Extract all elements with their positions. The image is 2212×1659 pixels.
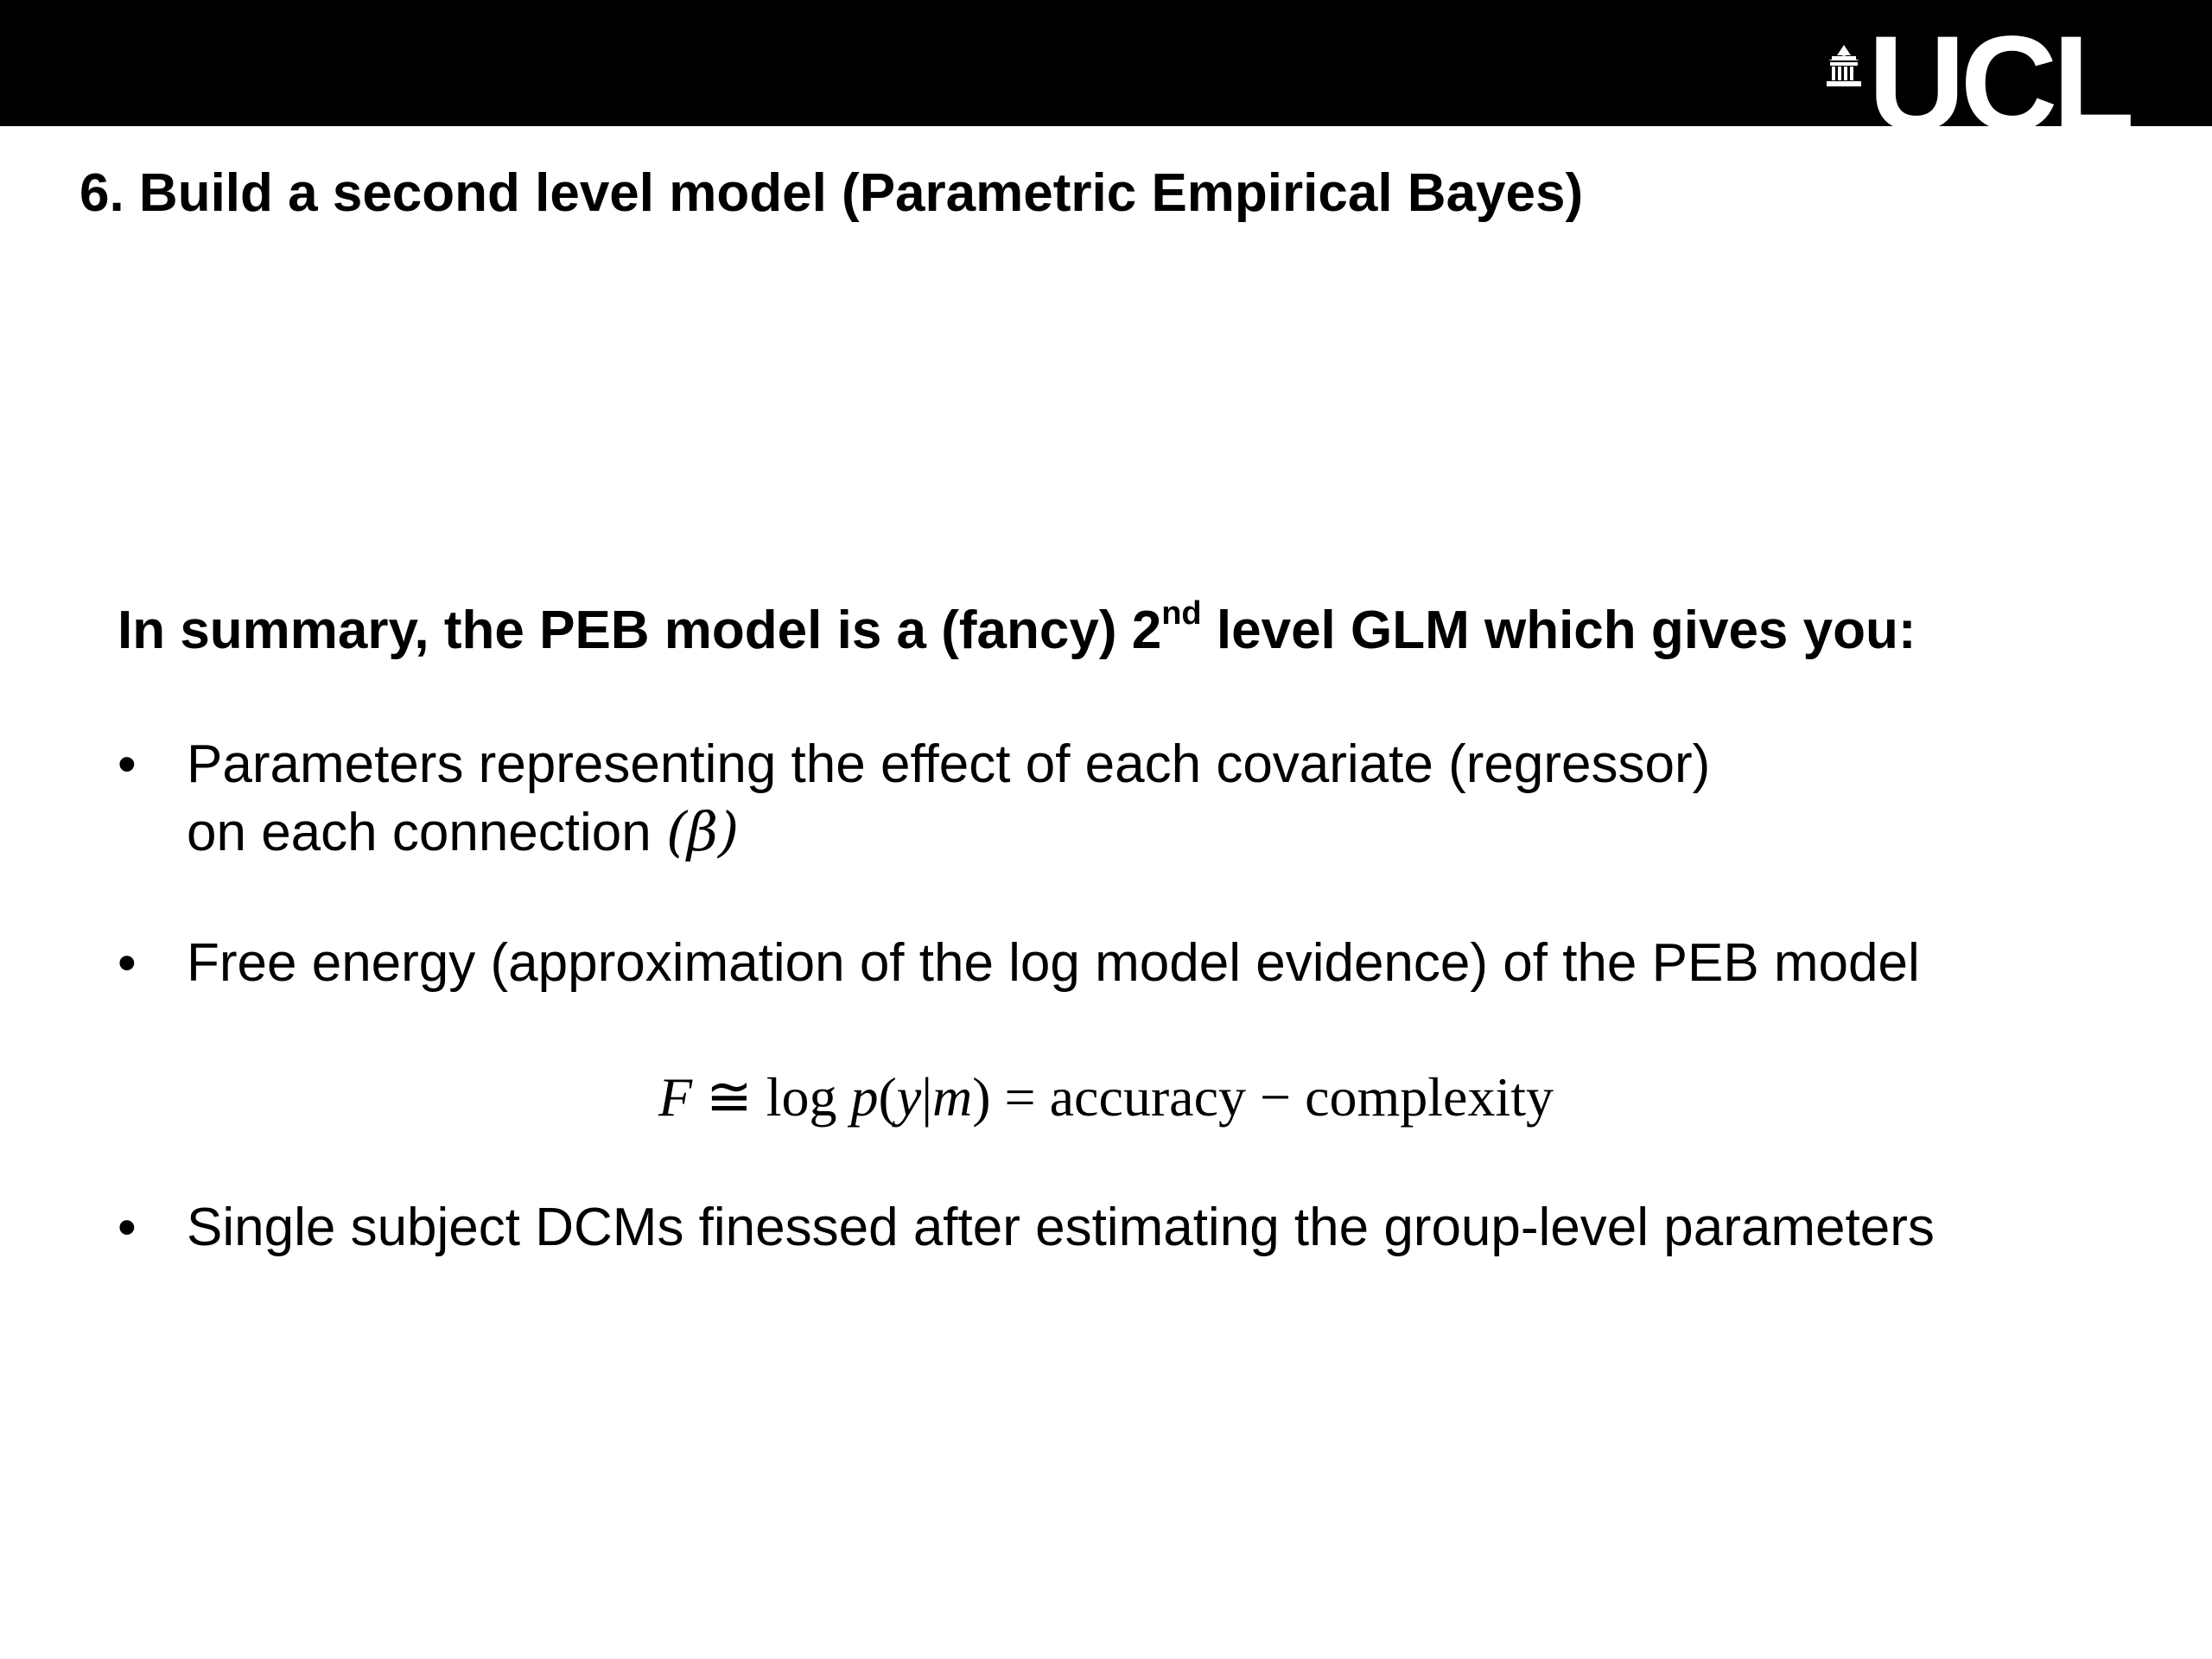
- header-bar: [0, 0, 2212, 159]
- equation-close: ): [972, 1066, 991, 1128]
- equation-approx: ≅ log: [692, 1066, 851, 1128]
- summary-heading-superscript: nd: [1161, 595, 1202, 632]
- free-energy-equation: [0, 1063, 2212, 1132]
- logo-text: UCL: [1868, 9, 2130, 159]
- beta-symbol: (β): [665, 800, 740, 863]
- equation-bar: |: [921, 1066, 933, 1128]
- page-title: 6. Build a second level model (Parametric Empirical Bayes): [79, 163, 1584, 223]
- equation-open: (: [878, 1066, 897, 1128]
- portico-icon: [1825, 45, 1863, 86]
- list-item-line-2: [187, 798, 1710, 867]
- list-item-line-2-text: on each connection: [187, 803, 666, 862]
- list-item-text: Free energy (approximation of the log model evidence) of the PEB model: [187, 933, 1920, 993]
- list-item-text: Single subject DCMs finessed after estimating the group-level parameters: [187, 1198, 1935, 1257]
- bullet-marker: •: [118, 734, 137, 794]
- summary-heading-part-1: In summary, the PEB model is a (fancy) 2: [118, 601, 1162, 660]
- bullet-marker: •: [118, 933, 137, 993]
- equation-rhs: = accuracy − complexity: [990, 1066, 1554, 1128]
- summary-heading-part-2: level GLM which gives you:: [1201, 601, 1916, 660]
- list-item-text: [187, 731, 1710, 867]
- equation-f: F: [658, 1066, 693, 1128]
- list-item-line-1: Parameters representing the effect of each covariate (regressor): [187, 734, 1711, 794]
- bullet-marker: •: [118, 1198, 137, 1257]
- equation-m: m: [932, 1066, 973, 1128]
- equation-p: p: [850, 1066, 879, 1128]
- summary-heading: [118, 595, 1916, 664]
- ucl-logo: [1825, 9, 2145, 159]
- equation-y: y: [896, 1066, 922, 1128]
